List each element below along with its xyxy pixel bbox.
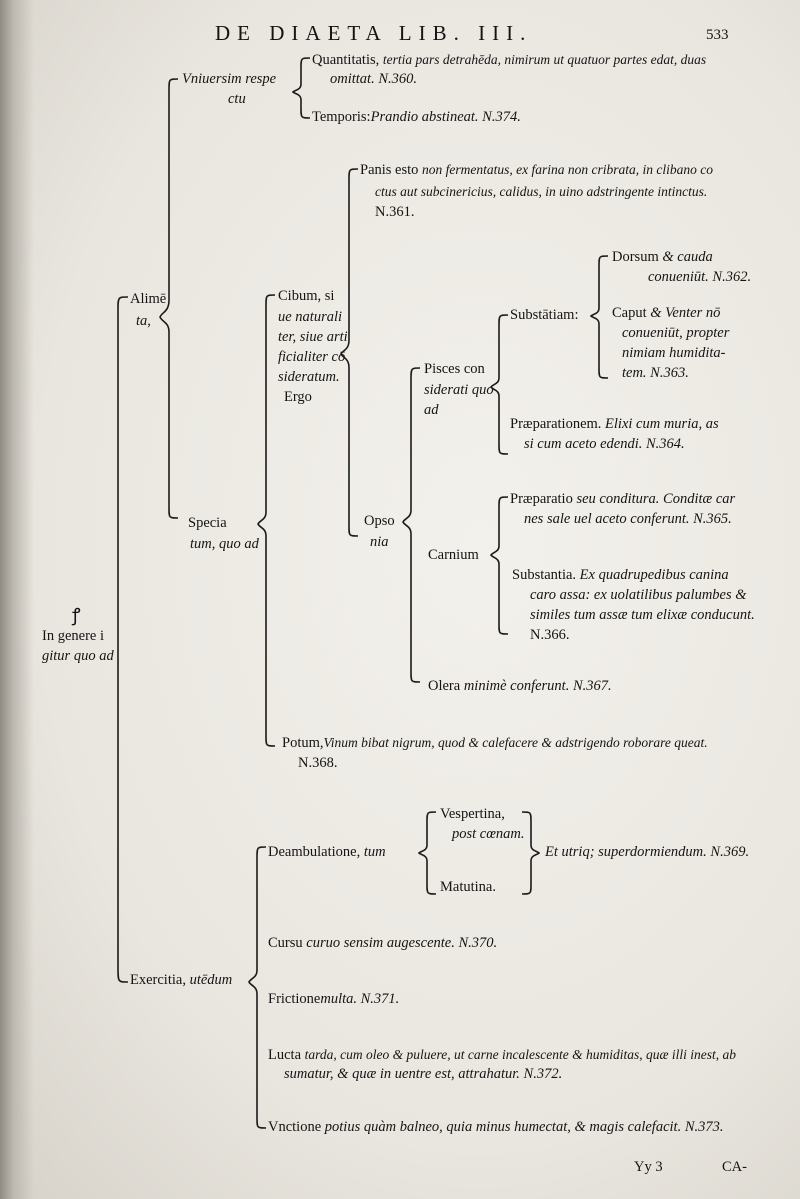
et-utrique-text: Et utriq; superdormiendum. N.369. [545, 844, 750, 860]
praeparationem-entry [510, 415, 719, 434]
bracket-root [118, 297, 128, 982]
universim-label-line1: Vniuersim respe [182, 71, 277, 87]
root-label-line1: In genere i [42, 628, 104, 644]
cursu-text: curuo sensim augescente. N.370. [306, 935, 498, 951]
universim-label-line2: ctu [228, 91, 246, 107]
exercitia-label [130, 971, 232, 990]
substantia-line3: similes tum assæ tum elixæ conducunt. [530, 607, 755, 623]
lucta-line2: sumatur, & quæ in uentre est, attrahatur. N.372. [284, 1066, 563, 1082]
bracket-universim [293, 58, 310, 118]
pisces-label-line2: siderati quo [424, 382, 494, 398]
praeparatio-text: seu conditura. Conditæ car [576, 491, 736, 507]
frictione-lead: Frictione [268, 991, 321, 1007]
panis-lead: Panis esto [360, 162, 419, 178]
exercitia-tail: utēdum [189, 972, 233, 988]
frictione-text: multa. N.371. [320, 991, 400, 1007]
deambulatione-label [268, 843, 386, 862]
matutina-label: Matutina. [440, 879, 496, 895]
frictione-entry [268, 990, 399, 1009]
potum-line2: N.368. [298, 755, 338, 771]
unctione-entry [268, 1118, 724, 1137]
bracket-carnium [491, 497, 508, 634]
panis-line2: ctus aut subcinericius, calidus, in uino adstringente intinctus. [375, 184, 708, 199]
unctione-lead: Vnctione [268, 1119, 322, 1135]
unctione-text: potius quàm balneo, quia minus humectat, & magis calefacit. N.373. [324, 1119, 724, 1135]
quantitatis-entry [312, 50, 706, 70]
substantia-entry [512, 566, 729, 585]
praeparatio-lead: Præparatio [510, 491, 573, 507]
cibum-label-line1: Cibum, si [278, 288, 335, 304]
dorsum-line2: conueniūt. N.362. [648, 269, 752, 285]
running-title: DE DIAETA LIB. III. [215, 21, 533, 45]
lucta-entry [268, 1045, 736, 1065]
section-mark: ꝭ [72, 605, 81, 625]
page-number: 533 [706, 27, 729, 43]
substantia-lead: Substantia. [512, 567, 577, 583]
potum-lead: Potum, [282, 735, 324, 751]
cibum-label-line5: sideratum. [278, 369, 340, 385]
exercitia-lead: Exercitia, [130, 972, 186, 988]
potum-text: Vinum bibat nigrum, quod & calefacere & adstrigendo roborare queat. [323, 735, 708, 750]
cibum-label-line3: ter, siue arti [278, 329, 348, 345]
vespertina-tail: post cœnam. [452, 826, 525, 842]
bracket-exercitia [249, 847, 266, 1128]
caput-line3: nimiam humidita- [622, 345, 726, 361]
praeparatio-entry [510, 490, 735, 509]
signature-mark: Yy 3 [634, 1159, 663, 1175]
vespertina-label: Vespertina, [440, 806, 505, 822]
alimenta-label-line2: ta, [136, 313, 151, 329]
substantia-text: Ex quadrupedibus canina [579, 567, 729, 583]
specia-label-line1: Specia [188, 515, 227, 531]
caput-line4: tem. N.363. [622, 365, 689, 381]
bracket-substantiam [591, 256, 608, 378]
olera-entry [428, 677, 612, 696]
caput-entry [612, 304, 720, 323]
opsonia-label-line1: Opso [364, 513, 395, 529]
pisces-label-line3: ad [424, 402, 439, 418]
alimenta-label-line1: Alimē [130, 291, 167, 307]
potum-entry [282, 733, 708, 753]
quantitatis-text: tertia pars detrahēda, nimirum ut quatuor partes edat, duas [382, 52, 707, 67]
quantitatis-line2: omittat. N.360. [330, 71, 418, 87]
deambulatione-lead: Deambulatione, [268, 844, 361, 860]
deambulatione-tail: tum [363, 844, 386, 860]
olera-lead: Olera [428, 678, 461, 694]
lucta-text: tarda, cum oleo & puluere, ut carne incalescente & humiditas, quæ illi inest, ab [304, 1047, 736, 1062]
specia-label-line2: tum, quo ad [190, 536, 259, 552]
root-label-line2: gitur quo ad [42, 648, 114, 664]
panis-entry [360, 160, 713, 180]
praeparationem-lead: Præparationem. [510, 416, 602, 432]
panis-line3: N.361. [375, 204, 415, 220]
bracket-opsonia [403, 368, 420, 682]
temporis-entry [312, 108, 521, 127]
bracket-deambulatione [419, 812, 436, 894]
temporis-text: Prandio abstineat. N.374. [370, 109, 521, 125]
panis-text: non fermentatus, ex farina non cribrata, in clibano co [422, 162, 713, 177]
substantia-line4: N.366. [530, 627, 570, 643]
bracket-deambulatione-closing [522, 812, 539, 894]
cibum-label-line2: ue naturali [278, 309, 343, 325]
olera-text: minimè conferunt. N.367. [463, 678, 612, 694]
dorsum-text: & cauda [662, 249, 713, 265]
catchword: CA- [722, 1159, 747, 1175]
substantia-line2: caro assa: ex uolatilibus palumbes & [530, 587, 747, 603]
carnium-label: Carnium [428, 547, 479, 563]
substantiam-label: Substātiam: [510, 307, 579, 323]
opsonia-label-line2: nia [370, 534, 389, 550]
praeparatio-line2: nes sale uel aceto conferunt. N.365. [524, 511, 732, 527]
dorsum-entry [612, 248, 713, 267]
caput-lead: Caput [612, 305, 647, 321]
quantitatis-lead: Quantitatis, [312, 52, 380, 68]
lucta-lead: Lucta [268, 1047, 302, 1063]
caput-line2: conueniūt, propter [622, 325, 730, 341]
praeparationem-text: Elixi cum muria, as [605, 416, 719, 432]
cibum-label-line4: ficialiter cō [278, 349, 346, 365]
dorsum-lead: Dorsum [612, 249, 659, 265]
cursu-entry [268, 934, 497, 953]
caput-text: & Venter nō [650, 305, 721, 321]
pisces-label-line1: Pisces con [424, 361, 485, 377]
cibum-label-line6: Ergo [284, 389, 312, 405]
cursu-lead: Cursu [268, 935, 303, 951]
bracket-specia [258, 295, 275, 746]
praeparationem-line2: si cum aceto edendi. N.364. [524, 436, 685, 452]
temporis-lead: Temporis: [312, 109, 371, 125]
